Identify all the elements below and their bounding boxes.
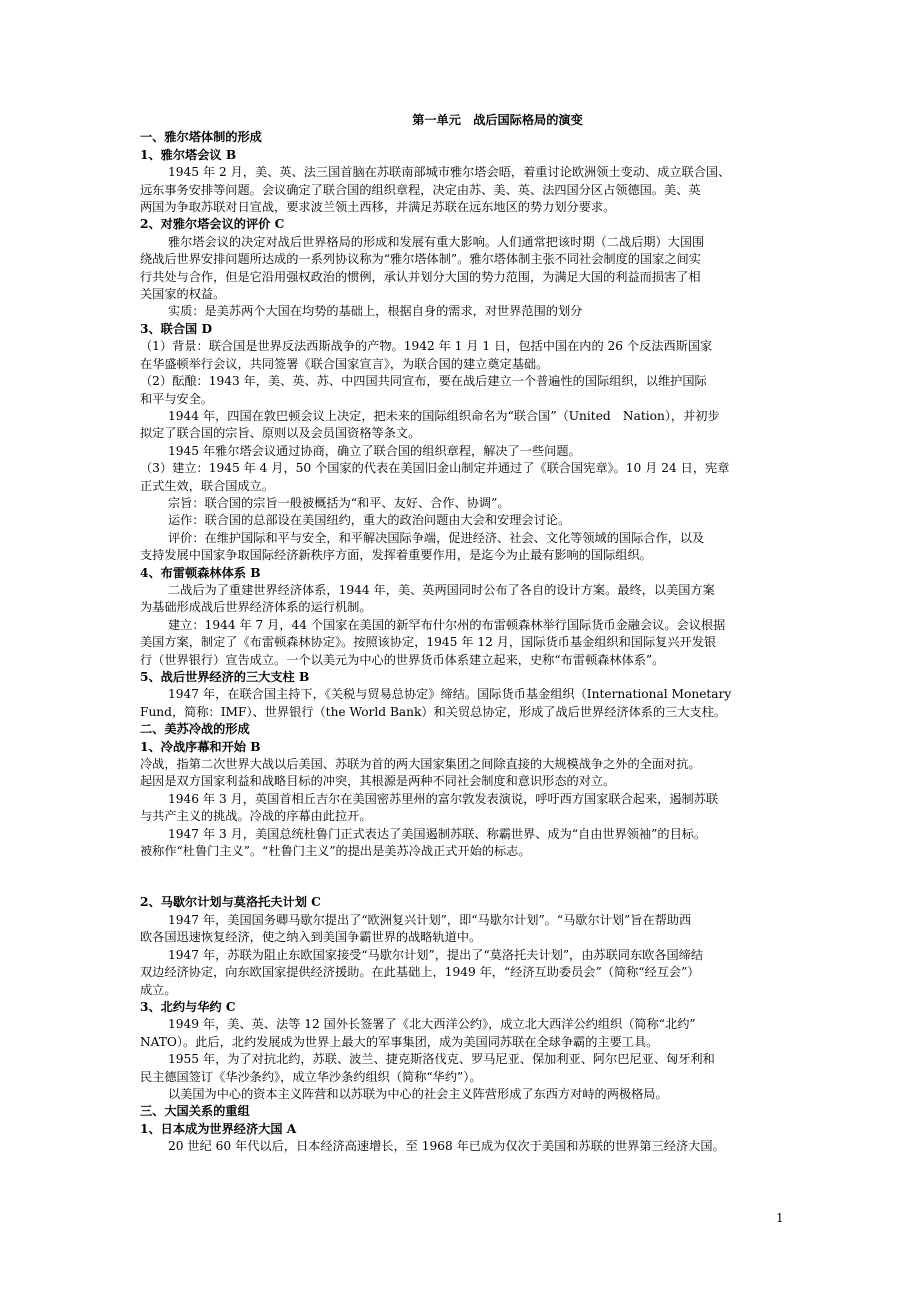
body-line: 成立。 [140, 982, 177, 997]
paragraph-line: 宗旨：联合国的宗旨一般被概括为“和平、友好、合作、协调”。 [168, 495, 510, 510]
body-line: 两国为争取苏联对日宣战，要求波兰领土西移，并满足苏联在远东地区的势力划分要求。 [140, 200, 616, 215]
paragraph-line: 雅尔塔会议的决定对战后世界格局的形成和发展有重大影响。人们通常把该时期（二战后期）大国围 [168, 234, 705, 249]
body-line: 民主德国签订《华沙条约》，成立华沙条约组织（简称“华约”）。 [140, 1069, 482, 1084]
subsection-heading: 2、对雅尔塔会议的评价 C [140, 217, 285, 232]
document-title: 第一单元 战后国际格局的演变 [412, 113, 583, 127]
body-line: Fund，简称：IMF）、世界银行（the World Bank）和关贸总协定，形成了战后世界经济体系的三大支柱。 [140, 704, 727, 719]
body-line: （2）酝酿：1943 年，美、英、苏、中四国共同宣布，要在战后建立一个普遍性的国际组织，以维护国际 [140, 374, 707, 389]
paragraph-line: 二战后为了重建世界经济体系，1944 年，美、英两国同时公布了各自的设计方案。最终，以美国方案 [168, 582, 715, 597]
body-line: NATO）。此后，北约发展成为世界上最大的军事集团，成为美国同苏联在全球争霸的主要工具。 [140, 1034, 659, 1049]
paragraph-line: 运作：联合国的总部设在美国纽约，重大的政治问题由大会和安理会讨论。 [168, 513, 571, 528]
body-line: 冷战，指第二次世界大战以后美国、苏联为首的两大国家集团之间除直接的大规模战争之外的全面对抗。 [140, 757, 701, 772]
paragraph-line: 评价：在维护国际和平与安全，和平解决国际争端，促进经济、社会、文化等领域的国际合作，以及 [168, 530, 705, 545]
paragraph-line: 1945 年雅尔塔会议通过协商，确立了联合国的组织章程，解决了一些问题。 [168, 443, 581, 458]
body-line: 被称作“杜鲁门主义”。“杜鲁门主义”的提出是美苏冷战正式开始的标志。 [140, 844, 531, 859]
subsection-heading: 4、布雷顿森林体系 B [140, 565, 261, 580]
body-line: 支持发展中国家争取国际经济新秩序方面，发挥着重要作用，是迄今为止最有影响的国际组织。 [140, 548, 652, 563]
body-line: 远东事务安排等问题。会议确定了联合国的组织章程，决定由苏、美、英、法四国分区占领德国。美、英 [140, 182, 701, 197]
paragraph-line: 1946 年 3 月，英国首相丘吉尔在美国密苏里州的富尔敦发表演说，呼吁西方国家联合起来，遏制苏联 [168, 791, 719, 806]
paragraph-line: 1947 年，在联合国主持下，《关税与贸易总协定》缔结。国际货币基金组织（International Monetary [168, 687, 732, 702]
subsection-heading: 3、北约与华约 C [140, 999, 236, 1014]
subsection-heading: 5、战后世界经济的三大支柱 B [140, 670, 310, 684]
paragraph-line: 1947 年 3 月，美国总统杜鲁门正式表达了美国遏制苏联、称霸世界、成为“自由世界领袖”的目标。 [168, 826, 707, 841]
paragraph-line: 1944 年，四国在敦巴顿会议上决定，把未来的国际组织命名为“联合国”（United Nation），并初步 [168, 408, 720, 423]
body-line: 正式生效，联合国成立。 [140, 478, 275, 493]
page-number: 1 [776, 1211, 784, 1225]
paragraph-line: 1947 年，美国国务卿马歇尔提出了“欧洲复兴计划”，即“马歇尔计划”。“马歇尔计划”旨在帮助西 [168, 912, 692, 927]
subsection-heading: 1、雅尔塔会议 B [140, 147, 237, 162]
body-line: 行共处与合作，但是它沿用强权政治的惯例，承认并划分大国的势力范围，为满足大国的利益而损害了相 [140, 269, 701, 284]
section-heading: 一、雅尔塔体制的形成 [140, 130, 262, 145]
paragraph-line: 以美国为中心的资本主义阵营和以苏联为中心的社会主义阵营形成了东西方对峙的两极格局。 [168, 1086, 668, 1101]
section-heading: 二、美苏冷战的形成 [140, 722, 250, 737]
subsection-heading: 1、日本成为世界经济大国 A [140, 1121, 297, 1136]
body-line: 与共产主义的挑战。冷战的序幕由此拉开。 [140, 809, 372, 824]
section-heading: 三、大国关系的重组 [140, 1104, 250, 1119]
body-line: 关国家的权益。 [140, 287, 226, 302]
paragraph-line: 1955 年，为了对抗北约，苏联、波兰、捷克斯洛伐克、罗马尼亚、保加利亚、阿尔巴尼亚、匈牙利和 [168, 1052, 715, 1067]
subsection-heading: 2、马歇尔计划与莫洛托夫计划 C [140, 895, 321, 910]
body-line: 欧各国迅速恢复经济，使之纳入到美国争霸世界的战略轨道中。 [140, 930, 482, 945]
body-line: 在华盛顿举行会议，共同签署《联合国家宣言》，为联合国的建立奠定基础。 [140, 356, 549, 371]
subsection-heading: 1、冷战序幕和开始 B [140, 739, 261, 754]
paragraph-line: 1945 年 2 月，美、英、法三国首脑在苏联南部城市雅尔塔会晤，着重讨论欧洲领土变动、成立联合国、 [168, 165, 731, 180]
paragraph-line: 1949 年，美、英、法等 12 国外长签署了《北大西洋公约》，成立北大西洋公约组织（简称“北约” [168, 1017, 696, 1032]
blank-space [140, 860, 785, 894]
paragraph-line: 20 世纪 60 年代以后，日本经济高速增长，至 1968 年已成为仅次于美国和苏联的世界第三经济大国。 [168, 1139, 725, 1154]
body-line: 和平与安全。 [140, 391, 214, 406]
paragraph-line: 1947 年，苏联为阻止东欧国家接受“马歇尔计划”，提出了“莫洛托夫计划”，由苏联同东欧各国缔结 [168, 947, 704, 962]
body-line: 绕战后世界安排问题所达成的一系列协议称为“雅尔塔体制”。雅尔塔体制主张不同社会制度的国家之间实 [140, 252, 701, 267]
body-line: 为基础形成战后世界经济体系的运行机制。 [140, 600, 372, 615]
body-line: 行（世界银行）宣告成立。一个以美元为中心的世界货币体系建立起来，史称“布雷顿森林体系”。 [140, 652, 665, 667]
subsection-heading: 3、联合国 D [140, 321, 213, 336]
body-line: （3）建立：1945 年 4 月，50 个国家的代表在美国旧金山制定并通过了《联合国宪章》。10 月 24 日，宪章 [140, 461, 730, 476]
paragraph-line: 实质：是美苏两个大国在均势的基础上，根据自身的需求，对世界范围的划分 [168, 304, 583, 319]
body-line: 起因是双方国家利益和战略目标的冲突，其根源是两种不同社会制度和意识形态的对立。 [140, 774, 616, 789]
document-body [140, 112, 785, 1156]
body-line: 美国方案，制定了《布雷顿森林协定》。按照该协定，1945 年 12 月，国际货币基金组织和国际复兴开发银 [140, 635, 717, 650]
paragraph-line: 建立：1944 年 7 月，44 个国家在美国的新罕布什尔州的布雷顿森林举行国际货币金融会议。会议根据 [168, 617, 726, 632]
body-line: 双边经济协定，向东欧国家提供经济援助。在此基础上，1949 年，“经济互助委员会”（简称“经互会”） [140, 965, 700, 980]
body-line: 拟定了联合国的宗旨、原则以及会员国资格等条文。 [140, 426, 421, 441]
body-line: （1）背景：联合国是世界反法西斯战争的产物。1942 年 1 月 1 日，包括中国在内的 26 个反法西斯国家 [140, 339, 713, 354]
